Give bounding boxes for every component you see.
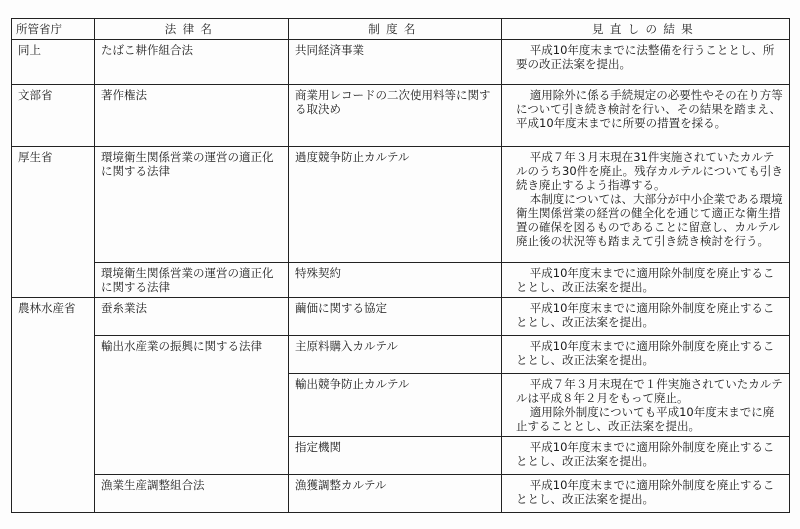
system-cell: 共同経済事業 [289,40,502,85]
result-cell [502,147,790,263]
result-cell: 平成10年度末までに適用除外制度を廃止することとし、改正法案を提出。 [502,298,790,336]
result-cell: 平成10年度末までに適用除外制度を廃止することとし、改正法案を提出。 [502,336,790,374]
result-cell: 平成10年度末までに適用除外制度を廃止することとし、改正法案を提出。 [502,263,790,298]
law-cell: 漁業生産調整組合法 [95,475,289,513]
result-cell: 平成10年度末までに適用除外制度を廃止することとし、改正法案を提出。 [502,475,790,513]
table-row [12,85,790,147]
table-row [12,475,790,513]
table-row [12,298,790,336]
law-cell: 蚕糸業法 [95,298,289,336]
law-cell: 輸出水産業の振興に関する法律 [95,336,289,475]
law-cell: 環境衛生関係営業の運営の適正化に関する法律 [95,147,289,263]
result-paragraph: 平成７年３月末現在で１件実施されていたカルテルは平成８年２月をもって廃止。 [516,377,783,405]
agency-cell: 厚生省 [12,147,95,298]
system-cell: 指定機関 [289,437,502,475]
result-paragraph: 適用除外制度についても平成10年度末までに廃止することとし、改正法案を提出。 [516,405,775,433]
result-paragraph: 本制度については、大部分が中小企業である環境衛生関係営業の経営の健全化を通じて適正な衛生措置の確保を図るものであることに留意し、カルテル廃止後の状況等も踏まえて引き続き検討を行う。 [516,192,783,248]
agency-cell: 同上 [12,40,95,85]
system-cell: 輸出競争防止カルテル [289,374,502,437]
header-law: 法律名 [95,19,289,40]
result-paragraph: 平成７年３月末現在31件実施されていたカルテルのうち30件を廃止。残存カルテルについても引き続き廃止するよう指導する。 [516,150,783,192]
table-row [12,263,790,298]
agency-cell: 農林水産省 [12,298,95,513]
law-cell: 環境衛生関係営業の運営の適正化に関する法律 [95,263,289,298]
result-cell: 平成10年度末までに適用除外制度を廃止することとし、改正法案を提出。 [502,437,790,475]
result-cell: 適用除外に係る手続規定の必要性やその在り方等について引き続き検討を行い、その結果を踏まえ、平成10年度末までに所要の措置を採る。 [502,85,790,147]
result-cell [502,374,790,437]
table-row [12,40,790,85]
result-cell: 平成10年度末までに法整備を行うこととし、所要の改正法案を提出。 [502,40,790,85]
header-agency: 所管省庁 [12,19,95,40]
agency-cell: 文部省 [12,85,95,147]
system-cell: 過度競争防止カルテル [289,147,502,263]
law-cell: 著作権法 [95,85,289,147]
law-cell: たばこ耕作組合法 [95,40,289,85]
system-cell: 漁獲調整カルテル [289,475,502,513]
system-cell: 特殊契約 [289,263,502,298]
system-cell: 繭価に関する協定 [289,298,502,336]
header-result: 見直しの結果 [502,19,790,40]
header-system: 制度名 [289,19,502,40]
system-cell: 主原料購入カルテル [289,336,502,374]
table-row [12,147,790,263]
table-row [12,336,790,374]
header-row [12,19,790,40]
system-cell: 商業用レコードの二次使用料等に関する取決め [289,85,502,147]
deregulation-review-table [11,18,790,513]
